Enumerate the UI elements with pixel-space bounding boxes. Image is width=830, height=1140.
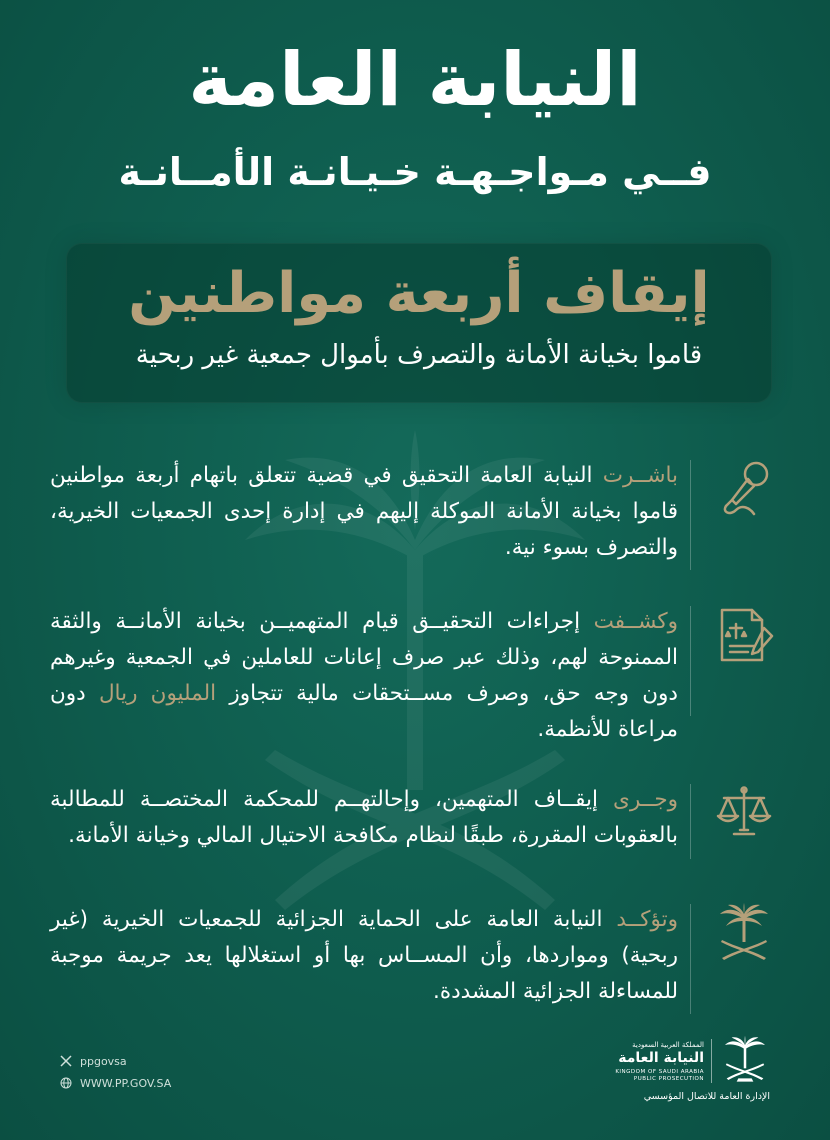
scales-icon [714,782,774,842]
section-body-end: دون مراعاة للأنظمة. [50,681,678,742]
microphone-icon [714,458,774,518]
logo-kingdom-ar: المملكة العربية السعودية [632,1041,704,1049]
section-text [50,604,678,748]
footer-contacts [60,1050,171,1094]
amount-highlight: المليون ريال [98,681,217,706]
website-link[interactable] [60,1072,171,1094]
banner-subheadline: قاموا بخيانة الأمانة والتصرف بأموال جمعية غير ربحية [135,340,703,370]
section-referral [50,782,814,862]
section-lead: وكشــفت [593,609,678,634]
section-findings [50,604,814,749]
section-divider [690,904,691,1014]
website-url: WWW.PP.GOV.SA [80,1076,172,1090]
section-affirmation [50,902,814,1012]
section-text [50,782,678,854]
social-link[interactable] [60,1050,171,1072]
globe-icon [60,1077,72,1089]
section-body: النيابة العامة على الحماية الجزائية للجمعيات الخيرية (غير ربحية) ومواردها، وأن المســاس بها أو استغلالها يعد جريمة موجبة للمساءلة الجزائية المشددة. [50,907,678,1004]
saudi-emblem-icon [720,1035,770,1085]
section-lead: وتؤكــد [616,907,678,932]
logo-org-en: PUBLIC PROSECUTION [633,1076,704,1082]
headline-banner [66,243,772,403]
section-body: النيابة العامة التحقيق في قضية تتعلق باتهام أربعة مواطنين قاموا بخيانة الأمانة الموكلة إليهم في إدارة إحدى الجمعيات الخيرية، والتصرف بسوء نية. [50,463,678,560]
section-text [50,458,678,566]
logo-department: الإدارة العامة للاتصال المؤسسي [643,1091,770,1102]
section-lead: باشــرت [602,463,678,488]
legal-document-icon [714,604,774,664]
x-logo-icon [60,1055,72,1067]
organization-logo [590,1035,770,1105]
logo-divider [711,1039,712,1083]
section-lead: وجــرى [613,787,678,812]
section-text [50,902,678,1010]
logo-kingdom-en: KINGDOM OF SAUDI ARABIA [615,1069,704,1075]
page-subtitle: فــي مـواجـهـة خـيـانـة الأمــانـة [118,150,712,194]
palm-swords-icon [714,902,774,962]
section-divider [690,606,691,716]
social-handle: ppgovsa [80,1054,127,1068]
banner-headline: إيقاف أربعة مواطنين [128,261,710,326]
section-body: إيقــاف المتهمين، وإحالتهــم للمحكمة المختصــة للمطالبة بالعقوبات المقررة، طبقًا لنظام مكافحة الاحتيال المالي وخيانة الأمانة. [50,787,678,848]
section-divider [690,460,691,570]
page-title: النيابة العامة [188,37,642,123]
section-investigation [50,458,814,568]
logo-org-ar: النيابة العامة [618,1050,704,1066]
section-divider [690,784,691,859]
section-body: إجراءات التحقيــق قيام المتهميــن بخيانة الأمانــة والثقة الممنوحة لهم، وذلك عبر صرف إعانات للعاملين في الجمعية وغيرهم دون وجه حق، وصرف مســتحقات مالية تتجاوز [50,609,678,706]
